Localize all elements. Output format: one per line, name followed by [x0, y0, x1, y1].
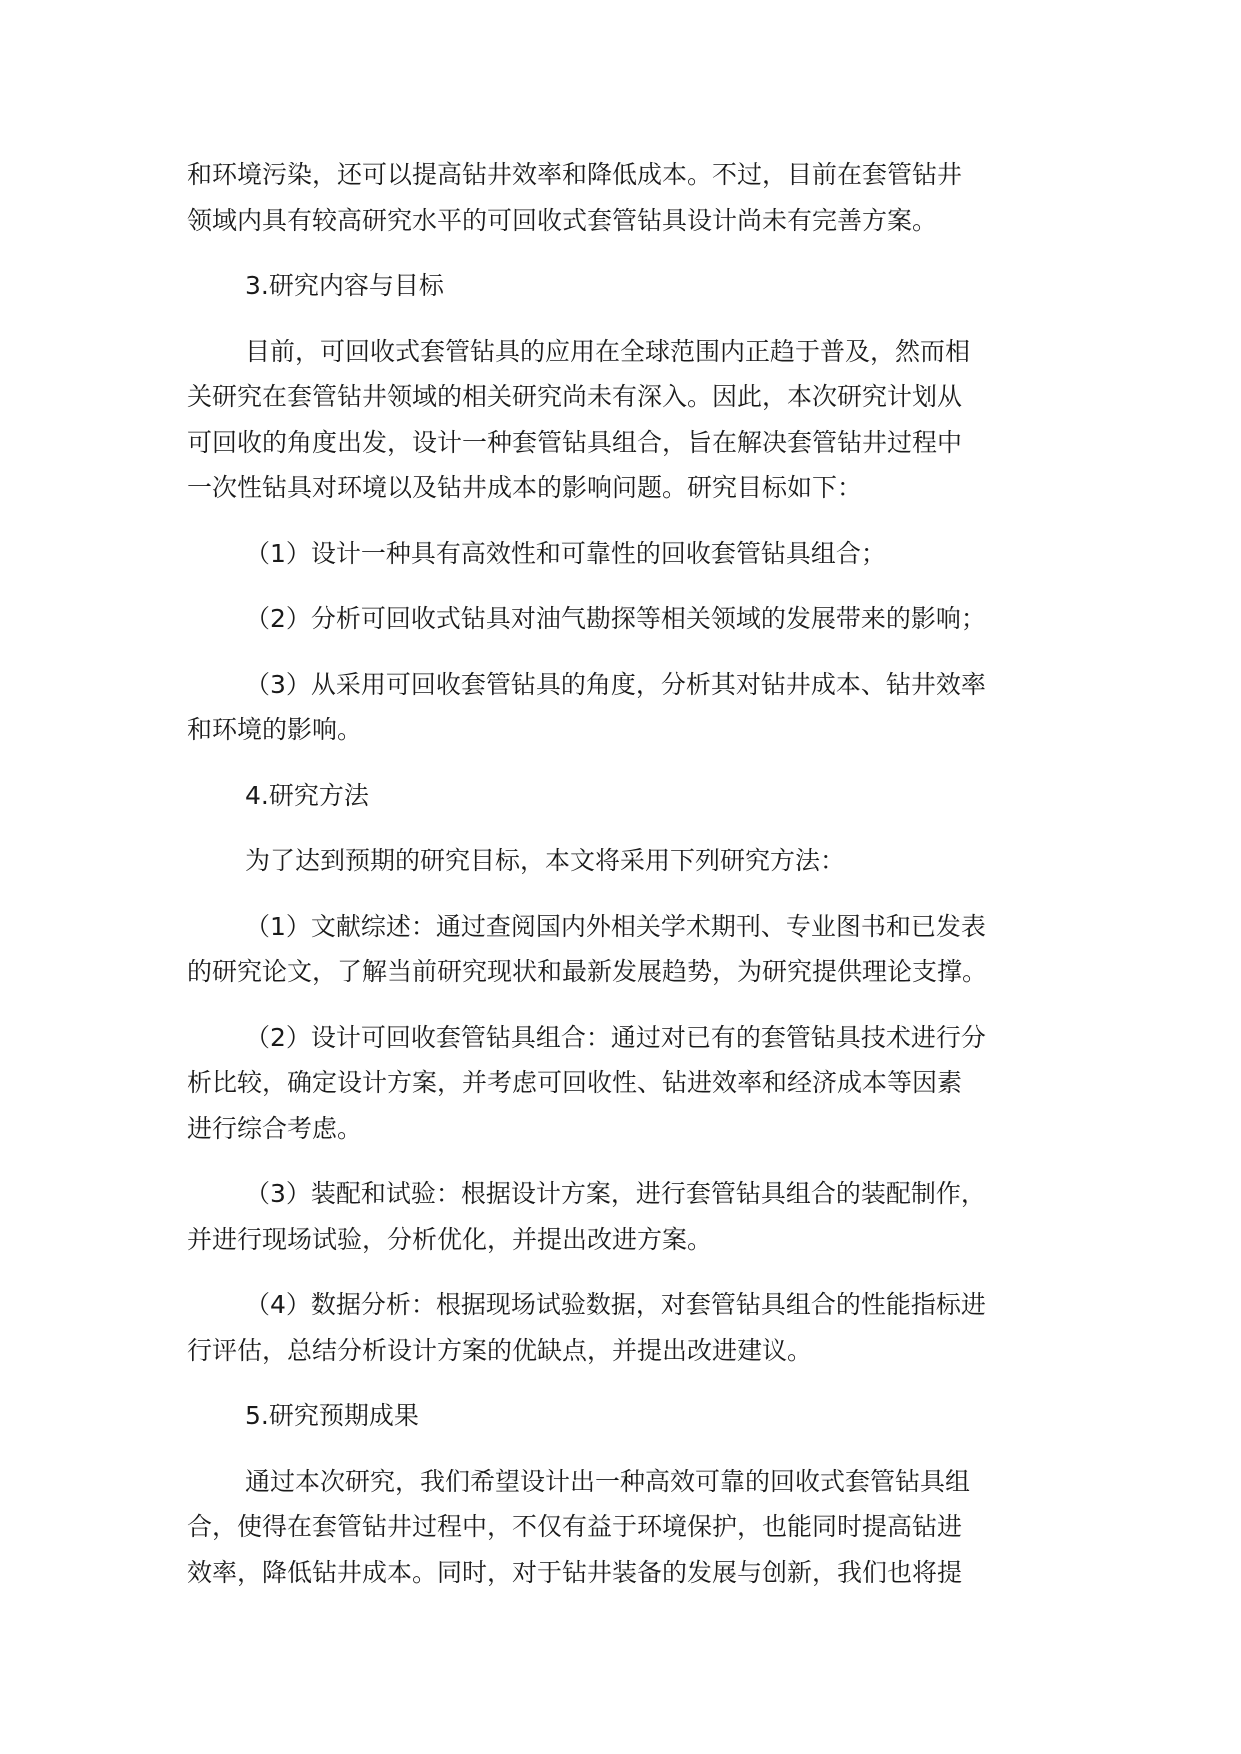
text-line: 行评估，总结分析设计方案的优缺点，并提出改进建议。	[187, 1335, 813, 1365]
text-line: （4）数据分析：根据现场试验数据，对套管钻具组合的性能指标进	[245, 1290, 986, 1319]
paragraph	[187, 329, 1067, 511]
text-line: 合，使得在套管钻井过程中，不仅有益于环境保护，也能同时提高钻进	[187, 1512, 963, 1541]
text-line: 一次性钻具对环境以及钻井成本的影响问题。研究目标如下：	[187, 473, 863, 502]
paragraph	[187, 773, 1067, 819]
paragraph	[187, 1459, 1067, 1596]
text-line: （1）文献综述：通过查阅国内外相关学术期刊、专业图书和已发表	[245, 911, 986, 941]
text-line: 为了达到预期的研究目标，本文将采用下列研究方法：	[245, 846, 846, 875]
text-line: 目前，可回收式套管钻具的应用在全球范围内正趋于普及，然而相	[245, 336, 971, 366]
text-line: 4.研究方法	[245, 780, 369, 810]
text-line: （2）分析可回收式钻具对油气勘探等相关领域的发展带来的影响；	[245, 604, 986, 633]
text-line: 5.研究预期成果	[245, 1401, 419, 1430]
paragraph	[187, 263, 1067, 309]
paragraph	[187, 152, 1067, 243]
paragraph	[187, 838, 1067, 884]
document-body	[187, 152, 1067, 1615]
text-line: 可回收的角度出发，设计一种套管钻具组合，旨在解决套管钻井过程中	[187, 427, 963, 457]
text-line: （2）设计可回收套管钻具组合：通过对已有的套管钻具技术进行分	[245, 1022, 986, 1052]
text-line: 的研究论文，了解当前研究现状和最新发展趋势，为研究提供理论支撑。	[187, 957, 988, 986]
text-line: 3.研究内容与目标	[245, 271, 444, 300]
text-line: 领域内具有较高研究水平的可回收式套管钻具设计尚未有完善方案。	[187, 205, 938, 235]
text-line: （3）从采用可回收套管钻具的角度，分析其对钻井成本、钻井效率	[245, 669, 986, 699]
paragraph	[187, 1171, 1067, 1262]
paragraph	[187, 596, 1067, 642]
text-line: （1）设计一种具有高效性和可靠性的回收套管钻具组合；	[245, 538, 886, 568]
text-line: （3）装配和试验：根据设计方案，进行套管钻具组合的装配制作，	[245, 1179, 986, 1208]
paragraph	[187, 1393, 1067, 1439]
text-line: 进行综合考虑。	[187, 1113, 363, 1143]
paragraph	[187, 1015, 1067, 1152]
text-line: 和环境污染，还可以提高钻井效率和降低成本。不过，目前在套管钻井	[187, 160, 963, 189]
text-line: 效率，降低钻井成本。同时，对于钻井装备的发展与创新，我们也将提	[187, 1557, 963, 1587]
text-line: 和环境的影响。	[187, 715, 363, 744]
text-line: 关研究在套管钻井领域的相关研究尚未有深入。因此，本次研究计划从	[187, 382, 963, 411]
paragraph	[187, 1282, 1067, 1373]
paragraph	[187, 904, 1067, 995]
text-line: 并进行现场试验，分析优化，并提出改进方案。	[187, 1224, 713, 1254]
text-line: 析比较，确定设计方案，并考虑可回收性、钻进效率和经济成本等因素	[187, 1068, 963, 1097]
text-line: 通过本次研究，我们希望设计出一种高效可靠的回收式套管钻具组	[245, 1466, 971, 1496]
paragraph	[187, 662, 1067, 753]
paragraph	[187, 531, 1067, 577]
